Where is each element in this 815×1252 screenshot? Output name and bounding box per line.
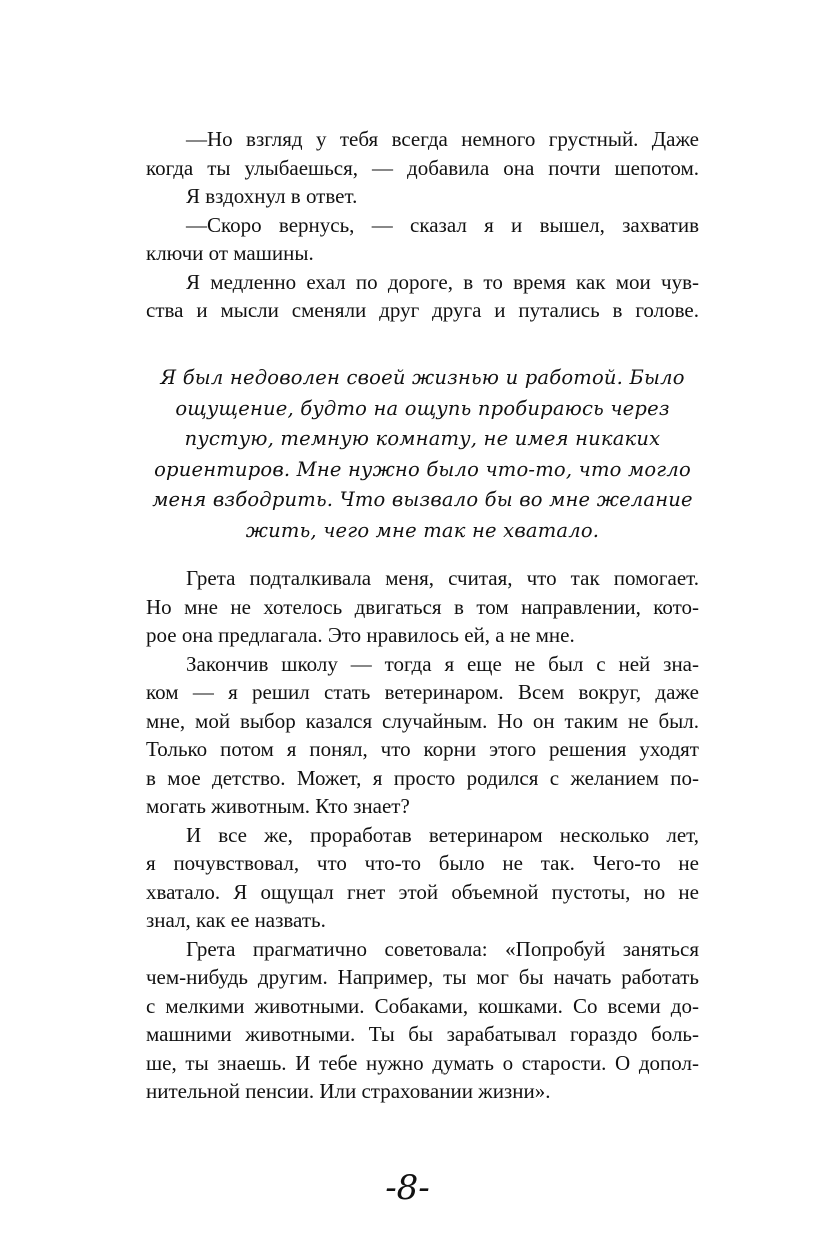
quote-line: пустую, темную комнату, не имея никаких xyxy=(184,427,661,450)
text-line: Я вздохнул в ответ. xyxy=(186,184,358,208)
quote-line: жить, чего мне так не хватало. xyxy=(245,518,600,542)
text-line: ключи от машины. xyxy=(146,241,314,265)
text-line: знал, как ее назвать. xyxy=(146,908,326,932)
text-line: когда ты улыбаешься, — добавила она почти шепотом. xyxy=(146,155,699,180)
text-line: Но мне не хотелось двигаться в том направлении, кото- xyxy=(146,594,699,619)
page-number: -8- xyxy=(385,1168,430,1208)
text-line: нительной пенсии. Или страховании жизни». xyxy=(146,1079,551,1103)
text-line: с мелкими животными. Собаками, кошками. Со всеми до- xyxy=(146,993,699,1018)
quote-line: ощущение, будто на ощупь пробираюсь через xyxy=(175,396,670,420)
text-line: Я медленно ехал по дороге, в то время как мои чув- xyxy=(186,269,699,294)
text-line: Только потом я понял, что корни этого решения уходят xyxy=(146,737,699,761)
text-line: И все же, проработав ветеринаром несколько лет, xyxy=(186,822,699,847)
paragraph-block-narrative xyxy=(146,564,699,1106)
text-line: в мое детство. Может, я просто родился с желанием по- xyxy=(146,765,699,790)
text-line: мне, мой выбор казался случайным. Но он таким не был. xyxy=(146,708,699,733)
text-line: рое она предлагала. Это нравилось ей, а не мне. xyxy=(146,623,575,647)
text-line: Грета подталкивала меня, считая, что так помогает. xyxy=(186,566,699,590)
text-line: —Но взгляд у тебя всегда немного грустный. Даже xyxy=(186,127,699,151)
text-line: ства и мысли сменяли друг друга и путались в голове. xyxy=(146,298,699,322)
text-line: чем-нибудь другим. Например, ты мог бы начать работать xyxy=(146,965,699,989)
text-line: я почувствовал, что что-то было не так. Чего-то не xyxy=(146,851,699,875)
text-line: ком — я решил стать ветеринаром. Всем вокруг, даже xyxy=(146,680,699,704)
text-line: Закончив школу — тогда я еще не был с ней зна- xyxy=(186,651,699,676)
text-line: Грета прагматично советовала: «Попробуй заняться xyxy=(186,936,699,961)
text-line: хватало. Я ощущал гнет этой объемной пустоты, но не xyxy=(146,879,699,904)
quote-line: меня взбодрить. Что вызвало бы во мне желание xyxy=(152,488,693,511)
paragraph-block-dialogue xyxy=(146,125,699,325)
text-line: —Скоро вернусь, — сказал я и вышел, захватив xyxy=(186,212,699,237)
quote-line: ориентиров. Мне нужно было что-то, что могло xyxy=(154,457,691,481)
text-line: могать животным. Кто знает? xyxy=(146,794,410,818)
text-line: ше, ты знаешь. И тебе нужно думать о старости. О допол- xyxy=(146,1050,699,1075)
text-line: машними животными. Ты бы зарабатывал гораздо боль- xyxy=(146,1022,699,1046)
quote-line: Я был недоволен своей жизнью и работой. Было xyxy=(160,366,685,389)
italic-quote-block xyxy=(146,363,699,546)
